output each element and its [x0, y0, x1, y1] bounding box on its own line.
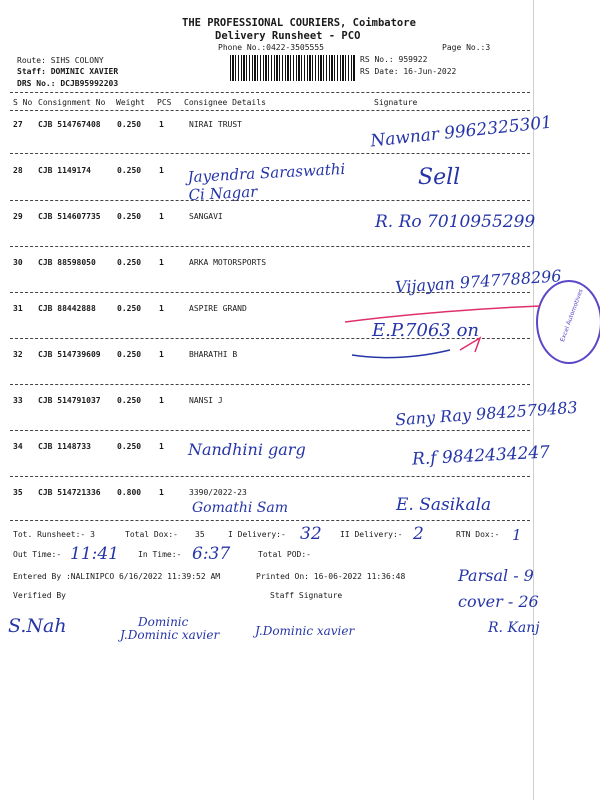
row-pcs: 1 [159, 350, 164, 359]
row-signature: Vijayan 9747788296 [394, 266, 563, 297]
stamp-text: Excel Automotives [559, 288, 585, 343]
row-sno: 28 [13, 166, 23, 175]
row-pcs: 1 [159, 258, 164, 267]
header-top-rule [10, 92, 530, 93]
phone-number: Phone No.:0422-3505555 [218, 43, 324, 52]
row-consignment: CJB 88598050 [38, 258, 96, 267]
tot-runsheet: Tot. Runsheet:- 3 [13, 530, 95, 539]
total-dox-label: Total Dox:- [125, 530, 178, 539]
col-consignment: Consignment No [38, 98, 106, 107]
row-consignee: SANGAVI [189, 212, 223, 221]
company-title: THE PROFESSIONAL COURIERS, Coimbatore [182, 17, 416, 29]
route-label: Route: SIHS COLONY [17, 56, 104, 65]
row-consignment: CJB 1149174 [38, 166, 91, 175]
row-weight: 0.250 [117, 212, 142, 221]
total-pod-label: Total POD:- [258, 550, 311, 559]
entered-by: Entered By :NALINIPCO 6/16/2022 11:39:52 AM [13, 572, 221, 581]
page-number: Page No.:3 [442, 43, 491, 52]
row-consignee: NIRAI TRUST [189, 120, 242, 129]
staff-signature-3: J.Dominic xavier [255, 624, 355, 638]
verified-signature: S.Nah [8, 615, 67, 637]
header-bottom-rule [10, 110, 530, 111]
out-time-label: Out Time:- [13, 550, 62, 559]
row-consignee-handwritten: Gomathi Sam [192, 500, 289, 516]
row-weight: 0.250 [117, 258, 142, 267]
row-consignee: BHARATHI B [189, 350, 238, 359]
row-rule [10, 520, 530, 521]
row-signature: Nawnar 9962325301 [369, 112, 553, 152]
staff-label: Staff: DOMINIC XAVIER [17, 67, 119, 76]
ii-delivery-value: 2 [413, 524, 424, 544]
row-signature: R.f 9842434247 [411, 442, 551, 470]
rtn-dox-value: 1 [512, 526, 522, 544]
runsheet-subtitle: Delivery Runsheet - PCO [215, 30, 361, 42]
row-signature: R. Ro 7010955299 [375, 212, 536, 232]
row-pcs: 1 [159, 488, 164, 497]
row-rule [10, 430, 530, 431]
in-time-value: 6:37 [192, 544, 231, 564]
row-sno: 33 [13, 396, 23, 405]
ii-delivery-label: II Delivery:- [340, 530, 403, 539]
row-consignee-handwritten: Nandhini garg [188, 440, 306, 459]
row-sno: 30 [13, 258, 23, 267]
row-consignment: CJB 88442888 [38, 304, 96, 313]
i-delivery-label: I Delivery:- [228, 530, 286, 539]
row-weight: 0.250 [117, 442, 142, 451]
row-weight: 0.250 [117, 120, 142, 129]
row-consignee: ARKA MOTORSPORTS [189, 258, 267, 267]
pink-arrow-head [460, 338, 480, 352]
parsal-note: Parsal - 9 [458, 566, 534, 585]
row-weight: 0.800 [117, 488, 142, 497]
row-signature: E.P.7063 on [372, 320, 480, 341]
in-time-label: In Time:- [138, 550, 182, 559]
drs-number: DRS No.: DCJB95992203 [17, 79, 119, 88]
printed-on: Printed On: 16-06-2022 11:36:48 [256, 572, 406, 581]
row-signature: Sell [418, 165, 461, 190]
barcode [230, 55, 356, 81]
rs-number: RS No.: 959922 [360, 55, 428, 64]
row-rule [10, 292, 530, 293]
row-sno: 29 [13, 212, 23, 221]
row-pcs: 1 [159, 304, 164, 313]
pink-arrow-line [345, 306, 540, 322]
total-dox-value: 35 [195, 530, 205, 539]
col-consignee: Consignee Details [184, 98, 266, 107]
rs-date: RS Date: 16-Jun-2022 [360, 67, 457, 76]
col-sno: S No [13, 98, 33, 107]
row-consignment: CJB 514791037 [38, 396, 101, 405]
row-weight: 0.250 [117, 304, 142, 313]
row-pcs: 1 [159, 212, 164, 221]
i-delivery-value: 32 [300, 524, 322, 544]
row-weight: 0.250 [117, 350, 142, 359]
row-sno: 32 [13, 350, 23, 359]
row-sno: 27 [13, 120, 23, 129]
staff-signature-label: Staff Signature [270, 591, 343, 600]
row-consignee: NANSI J [189, 396, 223, 405]
row-sno: 35 [13, 488, 23, 497]
row-sno: 31 [13, 304, 23, 313]
row-consignee: ASPIRE GRAND [189, 304, 247, 313]
row-rule [10, 476, 530, 477]
row-rule [10, 200, 530, 201]
row-sno: 34 [13, 442, 23, 451]
row-weight: 0.250 [117, 396, 142, 405]
row-signature: E. Sasikala [396, 495, 492, 515]
row-pcs: 1 [159, 442, 164, 451]
row-consignment: CJB 514607735 [38, 212, 101, 221]
row-rule [10, 153, 530, 154]
row-consignee-handwritten: Jayendra Saraswathi Ci Nagar [187, 159, 346, 205]
annotation-strokes [340, 300, 550, 360]
row-rule [10, 384, 530, 385]
cover-note: cover - 26 [458, 592, 539, 611]
out-time-value: 11:41 [70, 544, 119, 564]
rtn-dox-label: RTN Dox:- [456, 530, 500, 539]
col-signature: Signature [374, 98, 418, 107]
row-pcs: 1 [159, 120, 164, 129]
row-consignee: 3390/2022-23 [189, 488, 247, 497]
blue-stroke [352, 350, 450, 358]
row-pcs: 1 [159, 396, 164, 405]
staff-signature-1: Dominic [138, 615, 189, 629]
col-pcs: PCS [157, 98, 172, 107]
row-weight: 0.250 [117, 166, 142, 175]
row-consignment: CJB 1148733 [38, 442, 91, 451]
col-weight: Weight [116, 98, 145, 107]
row-pcs: 1 [159, 166, 164, 175]
row-consignment: CJB 514739609 [38, 350, 101, 359]
row-consignment: CJB 514721336 [38, 488, 101, 497]
initial-signature: R. Kanj [488, 620, 540, 636]
row-rule [10, 246, 530, 247]
staff-signature-2: J.Dominic xavier [120, 628, 220, 642]
verified-by-label: Verified By [13, 591, 66, 600]
row-signature: Sany Ray 9842579483 [394, 397, 579, 430]
row-consignment: CJB 514767408 [38, 120, 101, 129]
